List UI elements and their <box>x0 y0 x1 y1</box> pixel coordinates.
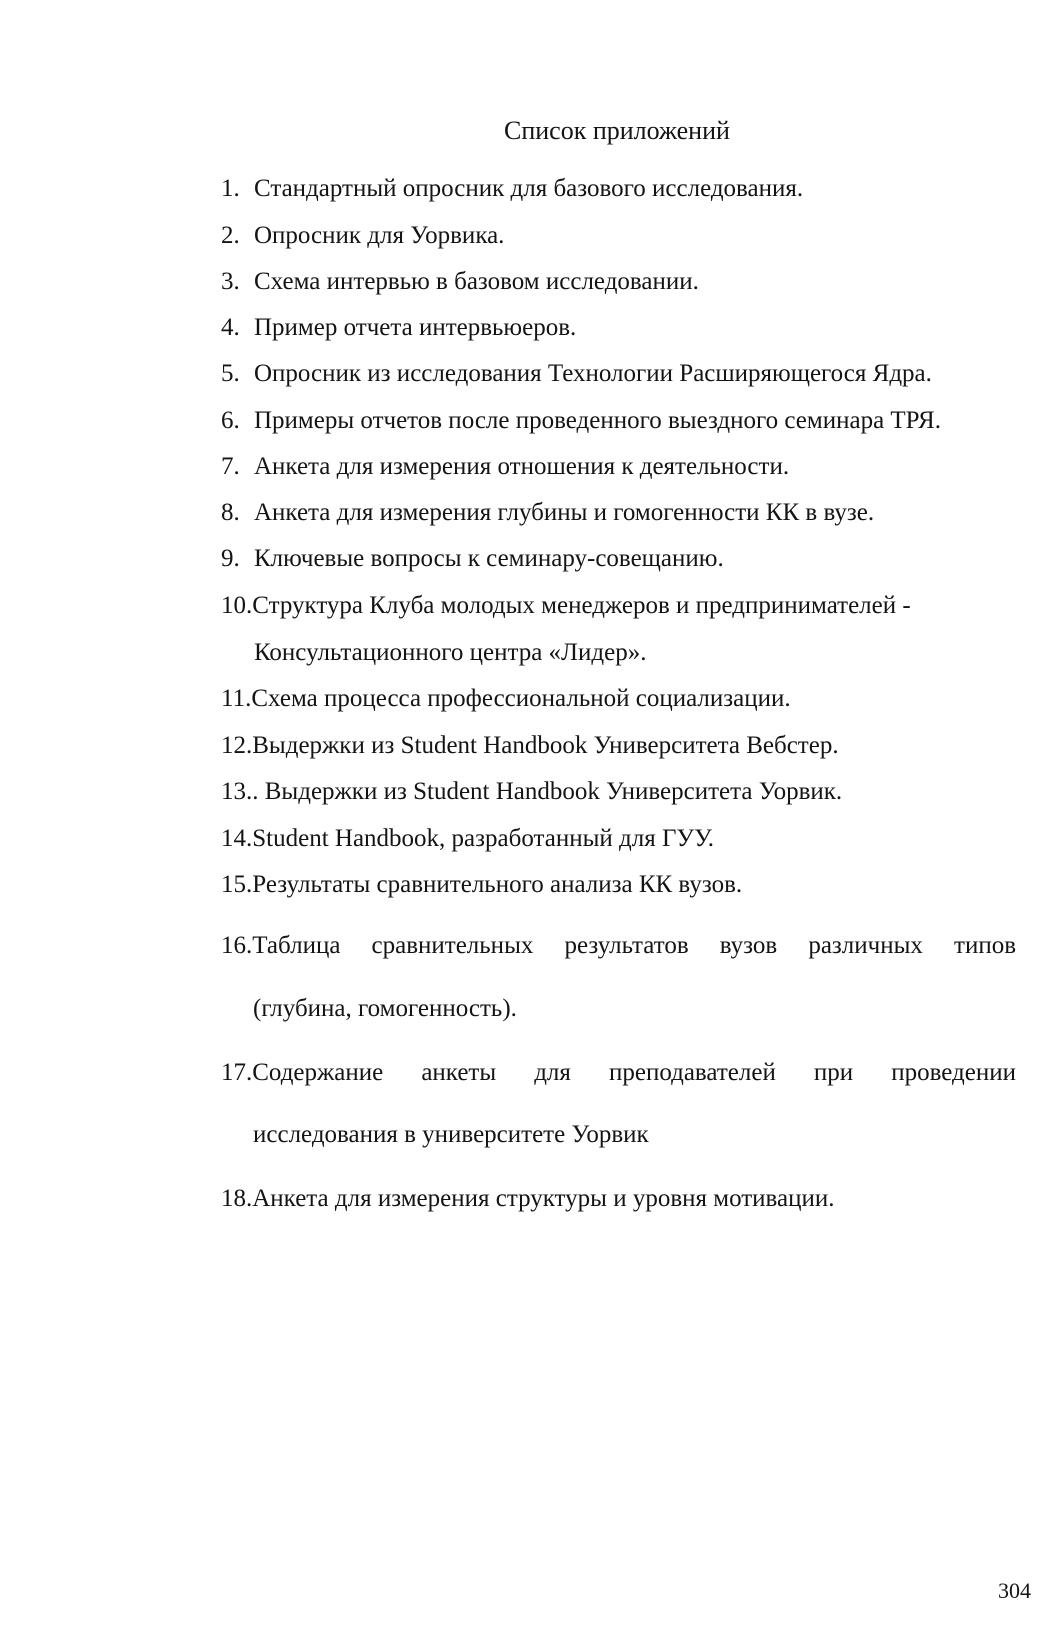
list-item-number: 7. <box>221 453 240 480</box>
list-item-number: 2. <box>221 222 240 249</box>
list-item-text: 10.Структура Клуба молодых менеджеров и предпринимателей - <box>221 592 911 619</box>
list-item-number: 5. <box>221 360 240 387</box>
list-item-text: 11.Схема процесса профессиональной социализации. <box>221 685 791 712</box>
list-item-number: 3. <box>221 268 240 295</box>
list-item-text: Опросник для Уорвика. <box>254 222 505 249</box>
list-item <box>221 929 1016 963</box>
list-item-number: 8. <box>221 499 240 526</box>
list-item-text: 17.Содержание анкеты для преподавателей при проведении <box>221 1059 1016 1086</box>
list-item-text: Анкета для измерения глубины и гомогенности КК в вузе. <box>254 499 875 526</box>
page-number: 304 <box>998 1578 1031 1603</box>
list-item-number: 9. <box>221 545 240 572</box>
list-item-number: 6. <box>221 407 240 434</box>
list-item-text: Анкета для измерения отношения к деятельности. <box>254 453 790 480</box>
list-item-continuation: (глубина, гомогенность). <box>253 995 517 1022</box>
list-item-text: Схема интервью в базовом исследовании. <box>254 268 699 295</box>
list-item-text: 14.Student Handbook, разработанный для ГУУ. <box>221 825 714 852</box>
page-title: Список приложений <box>504 116 730 145</box>
list-item-text: Примеры отчетов после проведенного выездного семинара ТРЯ. <box>254 407 941 434</box>
list-item-number: 1. <box>221 175 240 202</box>
list-item-text: 12.Выдержки из Student Handbook Университета Вебстер. <box>221 732 839 759</box>
list-item-text: Ключевые вопросы к семинару-совещанию. <box>254 545 724 572</box>
list-item-text: 15.Результаты сравнительного анализа КК вузов. <box>221 871 743 898</box>
list-item-continuation: Консультационного центра «Лидер». <box>254 639 647 666</box>
list-item-continuation: исследования в университете Уорвик <box>253 1121 649 1148</box>
list-item-text: Пример отчета интервьюеров. <box>254 314 577 341</box>
list-item <box>221 1056 1016 1090</box>
list-item-text: 16.Таблица сравнительных результатов вузов различных типов <box>221 932 1016 959</box>
list-item-text: Стандартный опросник для базового исследования. <box>254 175 804 202</box>
list-item-text: 18.Анкета для измерения структуры и уровня мотивации. <box>221 1185 835 1212</box>
list-item-number: 4. <box>221 314 240 341</box>
list-item-text: Опросник из исследования Технологии Расширяющегося Ядра. <box>254 360 932 387</box>
list-item-text: 13.. Выдержки из Student Handbook Университета Уорвик. <box>221 778 843 805</box>
